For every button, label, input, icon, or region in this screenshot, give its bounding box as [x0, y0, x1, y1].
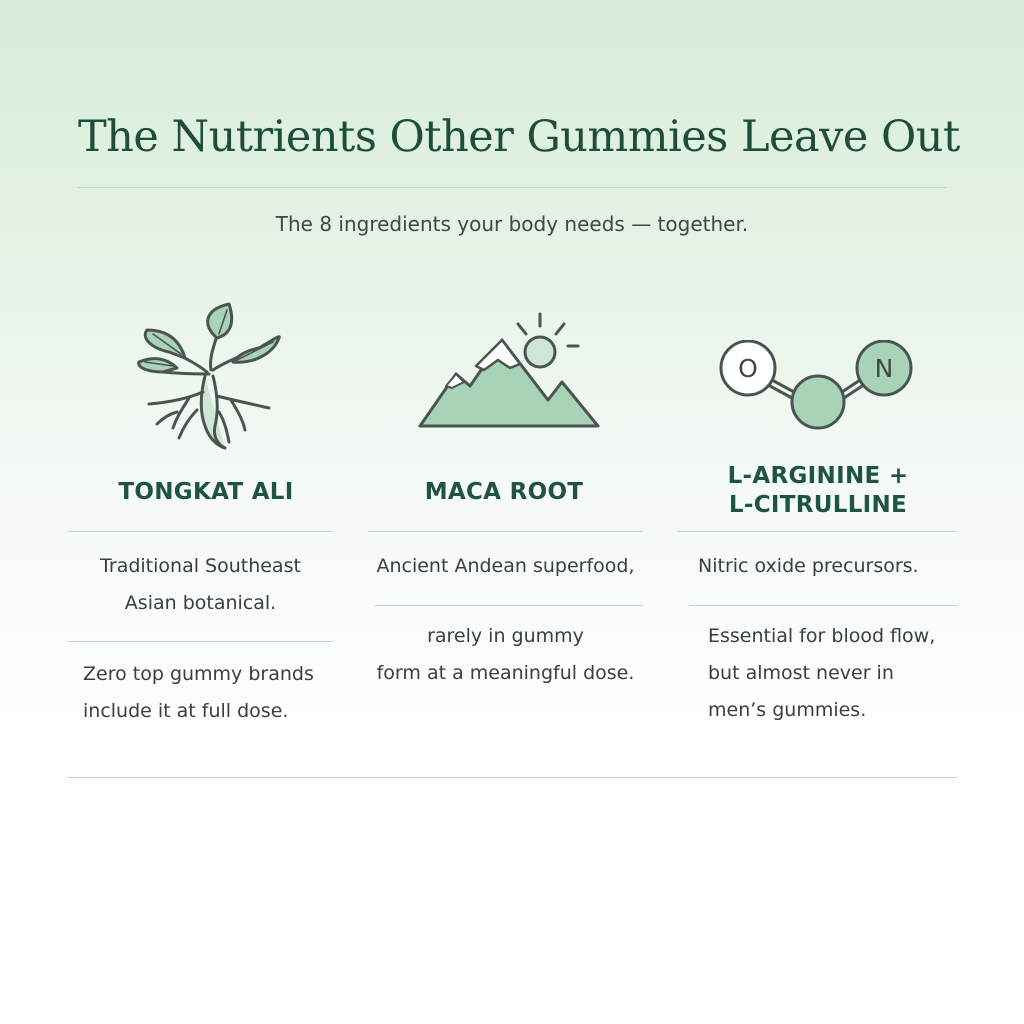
molecule-icon: [716, 340, 918, 432]
tongkat-ali-divider: [68, 531, 333, 532]
arginine-note-line-3: men’s gummies.: [708, 699, 867, 721]
maca-root-desc-line-1: Ancient Andean superfood,: [376, 555, 635, 577]
tongkat-ali-note-line-1: Zero top gummy brands: [83, 663, 314, 685]
oxygen-label: O: [738, 354, 758, 383]
tongkat-ali-note-line-2: include it at full dose.: [83, 700, 289, 722]
arginine-title-line-1: L-ARGININE +: [727, 463, 909, 489]
arginine-title-line-2: L-CITRULLINE: [728, 492, 908, 518]
maca-root-title: MACA ROOT: [424, 479, 584, 505]
tongkat-ali-title: TONGKAT ALI: [118, 479, 294, 505]
maca-root-note-line-1: rarely in gummy: [427, 625, 584, 647]
arginine-desc-line-1: Nitric oxide precursors.: [698, 555, 919, 577]
title-divider: [78, 187, 946, 188]
tongkat-ali-desc-line-2: Asian botanical.: [124, 592, 277, 614]
page-subtitle: The 8 ingredients your body needs — together.: [275, 212, 749, 236]
plant-root-icon: [133, 300, 283, 452]
maca-root-inner-divider: [375, 605, 643, 606]
arginine-note-line-1: Essential for blood flow,: [708, 625, 936, 647]
tongkat-ali-inner-divider: [68, 641, 333, 642]
nitrogen-label: N: [874, 354, 894, 383]
maca-root-divider: [368, 531, 643, 532]
arginine-note-line-2: but almost never in: [708, 662, 894, 684]
arginine-citrulline-title: [680, 462, 956, 520]
maca-root-note-line-2: form at a meaningful dose.: [376, 662, 635, 684]
arginine-citrulline-divider: [677, 531, 957, 532]
bottom-divider: [68, 777, 957, 778]
arginine-inner-divider: [689, 605, 957, 606]
page-title: The Nutrients Other Gummies Leave Out: [78, 112, 960, 162]
mountain-sun-icon: [418, 312, 602, 432]
tongkat-ali-desc-line-1: Traditional Southeast: [100, 555, 301, 577]
